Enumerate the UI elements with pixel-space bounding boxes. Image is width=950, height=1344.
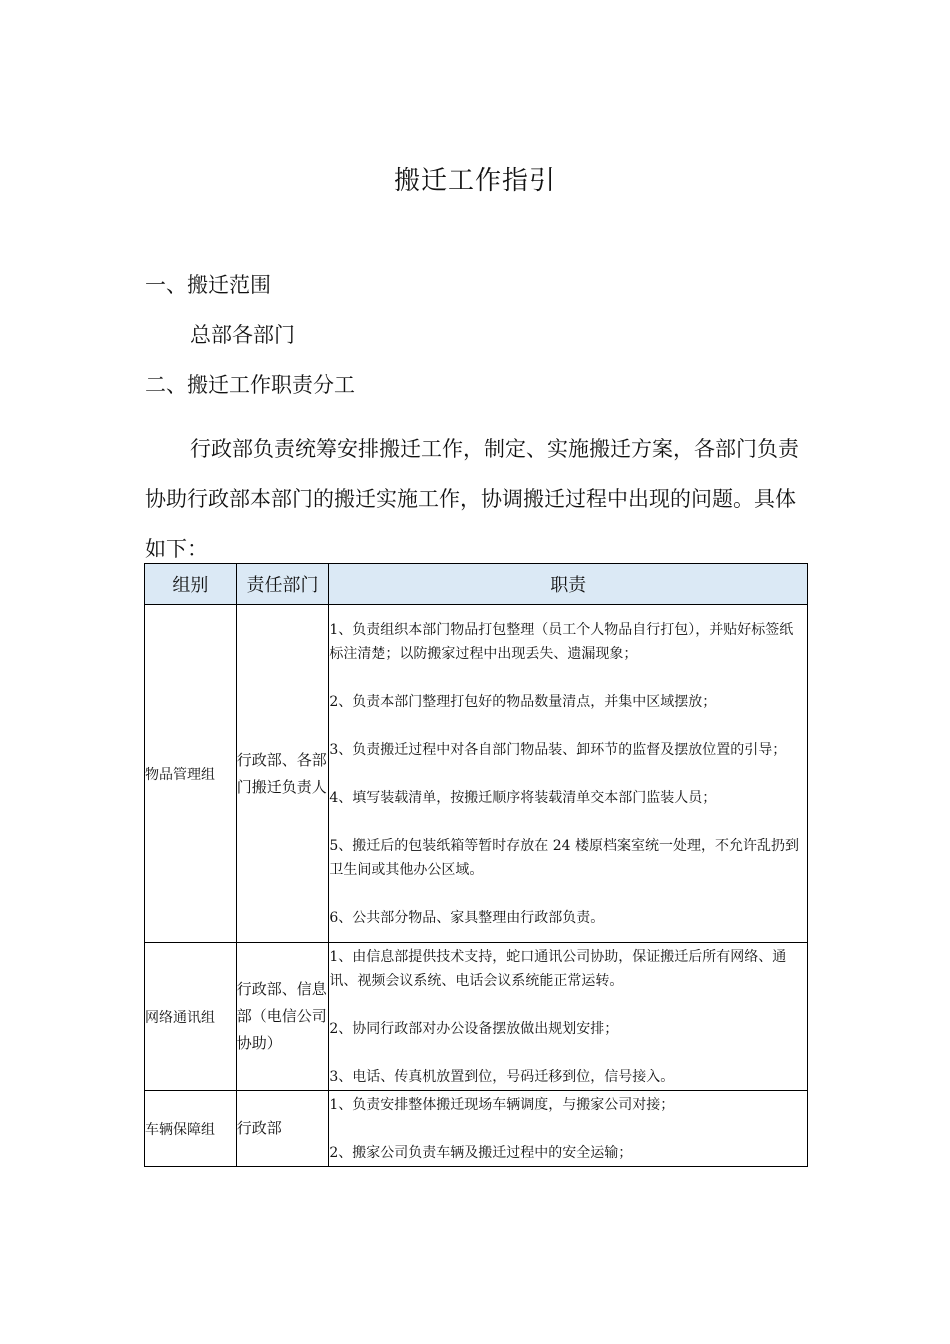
table-row — [145, 605, 808, 943]
duty-item: 2、负责本部门整理打包好的物品数量清点，并集中区域摆放； — [329, 693, 717, 710]
dept-cell: 行政部 — [236, 1091, 329, 1167]
duty-item: 4、填写装载清单，按搬迁顺序将装载清单交本部门监装人员； — [329, 789, 717, 806]
section2-body: 行政部负责统筹安排搬迁工作，制定、实施搬迁方案，各部门负责协助行政部本部门的搬迁实施工作，协调搬迁过程中出现的问题。具体如下： — [145, 437, 799, 561]
duty-item: 2、协同行政部对办公设备摆放做出规划安排； — [329, 1020, 619, 1037]
dept-cell: 行政部、信息部（电信公司协助） — [236, 943, 329, 1091]
table-row — [145, 943, 808, 1091]
group-cell: 网络通讯组 — [145, 943, 237, 1091]
duties-cell — [329, 943, 808, 1091]
duty-item: 1、负责安排整体搬迁现场车辆调度，与搬家公司对接； — [329, 1096, 675, 1113]
dept-cell: 行政部、各部门搬迁负责人 — [236, 605, 329, 943]
duty-item: 3、电话、传真机放置到位，号码迁移到位，信号接入。 — [329, 1068, 675, 1085]
table-header-row — [145, 564, 808, 605]
duties-cell — [329, 605, 808, 943]
table-row — [145, 1091, 808, 1167]
duty-item: 1、由信息部提供技术支持，蛇口通讯公司协助，保证搬迁后所有网络、通讯、视频会议系统、电话会议系统能正常运转。 — [329, 948, 787, 989]
section1-heading: 一、搬迁范围 — [145, 273, 271, 297]
responsibility-table — [144, 563, 808, 1167]
table-header-duties: 职责 — [329, 564, 808, 605]
duties-cell — [329, 1091, 808, 1167]
group-cell: 物品管理组 — [145, 605, 237, 943]
duty-item: 1、负责组织本部门物品打包整理（员工个人物品自行打包），并贴好标签纸标注清楚；以防搬家过程中出现丢失、遗漏现象； — [329, 621, 794, 662]
section1-content: 总部各部门 — [190, 323, 295, 347]
document-title: 搬迁工作指引 — [393, 166, 556, 196]
duty-item: 6、公共部分物品、家具整理由行政部负责。 — [329, 909, 605, 926]
table-header-dept: 责任部门 — [236, 564, 329, 605]
section2-heading: 二、搬迁工作职责分工 — [145, 373, 355, 397]
table-header-group: 组别 — [145, 564, 237, 605]
duty-item: 2、搬家公司负责车辆及搬迁过程中的安全运输； — [329, 1144, 633, 1161]
duty-item: 5、搬迁后的包装纸箱等暂时存放在 24 楼原档案室统一处理，不允许乱扔到卫生间或其他办公区域。 — [329, 837, 799, 878]
duty-item: 3、负责搬迁过程中对各自部门物品装、卸环节的监督及摆放位置的引导； — [329, 741, 787, 758]
group-cell: 车辆保障组 — [145, 1091, 237, 1167]
